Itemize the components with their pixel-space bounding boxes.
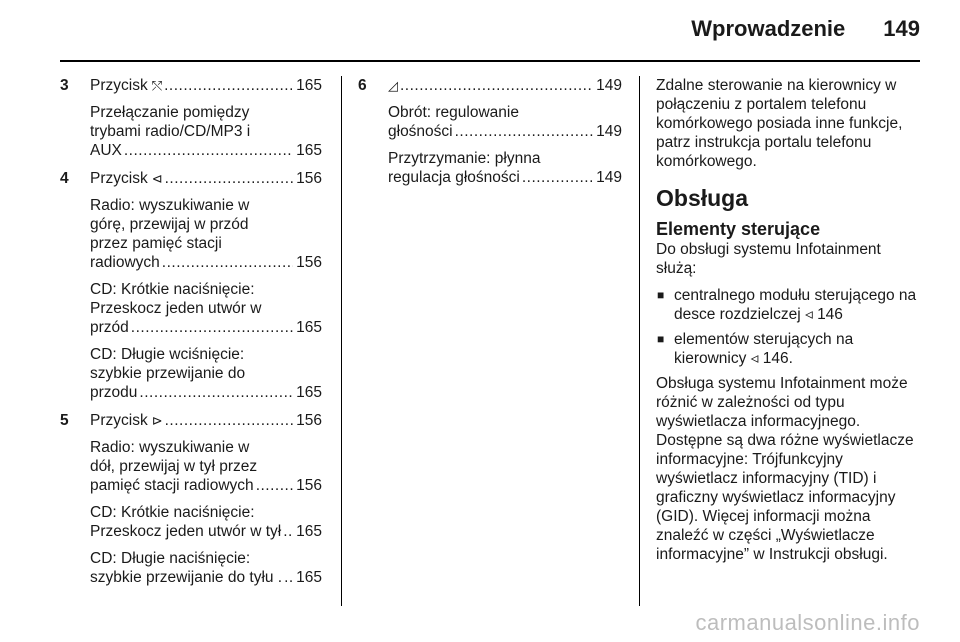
page-header bbox=[691, 16, 920, 42]
description: Radio: wyszukiwanie w górę, przewijaj w przód przez pamięć stacji radiowych ..... 156 bbox=[90, 196, 322, 272]
intro-paragraph: Zdalne sterowanie na kierownicy w połączeniu z portalem telefonu komórkowego posiada inne funkcje, patrz instrukcja portalu telefonu komórkowego. bbox=[656, 77, 903, 170]
page-ref: 156 bbox=[296, 412, 322, 429]
description: CD: Długie naciśnięcie: szybkie przewijanie do tyłu . ..... 165 bbox=[90, 549, 322, 587]
entry-3 bbox=[60, 76, 322, 160]
entry-number: 5 bbox=[60, 412, 69, 429]
section-title: Wprowadzenie bbox=[691, 16, 846, 41]
toc-line: Przycisk ⤲ ..... 165 bbox=[90, 76, 322, 95]
watermark: carmanualsonline.info bbox=[695, 610, 920, 635]
column-divider bbox=[341, 76, 342, 606]
header-rule bbox=[60, 60, 920, 62]
entry-number: 3 bbox=[60, 77, 69, 94]
page-ref: 146 bbox=[817, 306, 843, 323]
column-divider bbox=[639, 76, 640, 606]
description: CD: Krótkie naciśnięcie: Przeskocz jeden utwór w tył ..... 165 bbox=[90, 503, 322, 541]
entry-number: 6 bbox=[358, 77, 367, 94]
section-heading: Obsługa bbox=[656, 185, 749, 211]
paragraph: Obsługa systemu Infotainment może różnić w zależności od typu wyświetlacza informacyjnego. Dostępne są dwa różne wyświetlacze informacyjne: Trójfunkcyjny wyświetlacz informacyjny (TID) i graficzny wyświetlacz informacyjny (GID). Więcej informacji można znaleźć w części „Wyświetlacze informacyjne” w Instrukcji obsługi. bbox=[656, 375, 914, 563]
page-ref: 156 bbox=[296, 170, 322, 187]
entry-number: 4 bbox=[60, 170, 69, 187]
toc-line: Przycisk ⊲ ..... 156 bbox=[90, 169, 322, 188]
reference-arrow-icon: ◃ bbox=[750, 350, 759, 367]
page-ref: 149 bbox=[596, 77, 622, 94]
subsection-heading: Elementy sterujące bbox=[656, 219, 821, 239]
paragraph: Do obsługi systemu Infotainment służą: bbox=[656, 241, 881, 277]
seek-up-icon: ⊲ bbox=[151, 171, 163, 186]
description: Przełączanie pomiędzy trybami radio/CD/MP3 i AUX ..... 165 bbox=[90, 103, 322, 160]
description: CD: Krótkie naciśnięcie: Przeskocz jeden utwór w przód ..... 165 bbox=[90, 280, 322, 337]
entry-4 bbox=[60, 169, 322, 402]
description: Radio: wyszukiwanie w dół, przewijaj w tył przez pamięć stacji radiowych ..... 156 bbox=[90, 438, 322, 495]
reference-arrow-icon: ◃ bbox=[804, 306, 813, 323]
list-item: ■ centralnego modułu sterującego na desce rozdzielczej ◃ 146 bbox=[656, 286, 924, 324]
page-ref: 146. bbox=[762, 350, 793, 367]
toc-line: Przycisk ⊳ ..... 156 bbox=[90, 411, 322, 430]
page-ref: 165 bbox=[296, 77, 322, 94]
entry-5 bbox=[60, 411, 322, 587]
toc-line bbox=[388, 76, 622, 95]
description: Obrót: regulowanie głośności ..... 149 bbox=[388, 103, 622, 141]
page-number: 149 bbox=[883, 16, 920, 41]
mode-switch-icon: ⤲ bbox=[151, 78, 163, 93]
column-2 bbox=[358, 76, 622, 196]
list-item: ■ elementów sterujących na kierownicy ◃ 146. bbox=[656, 330, 924, 368]
seek-down-icon: ⊳ bbox=[151, 413, 163, 428]
column-3 bbox=[656, 76, 924, 572]
description: Przytrzymanie: płynna regulacja głośności ..... 149 bbox=[388, 149, 622, 187]
description: CD: Długie wciśnięcie: szybkie przewijanie do przodu ..... 165 bbox=[90, 345, 322, 402]
column-1 bbox=[60, 76, 322, 596]
entry-6 bbox=[358, 76, 622, 187]
volume-icon: ◿ bbox=[388, 78, 398, 93]
